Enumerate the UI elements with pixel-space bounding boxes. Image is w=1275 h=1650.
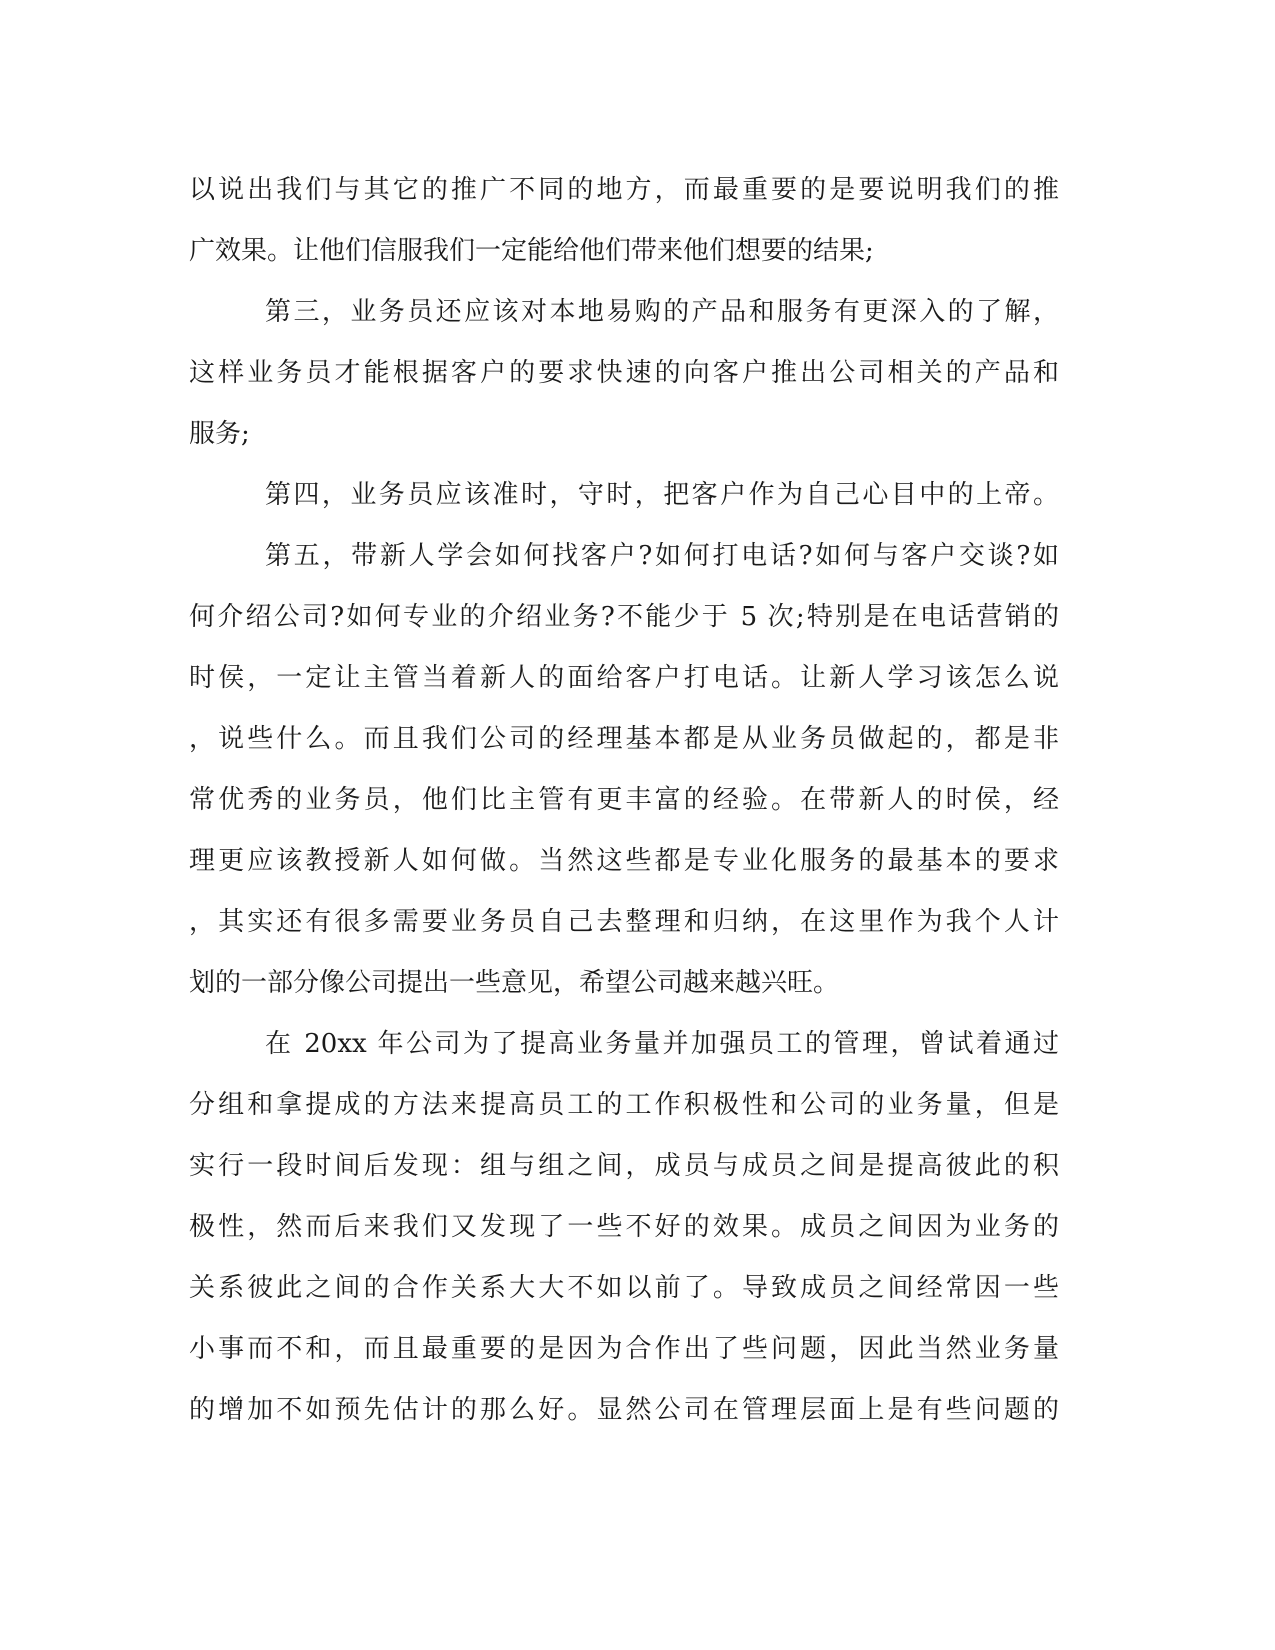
text-line: 关系彼此之间的合作关系大大不如以前了。导致成员之间经常因一些	[189, 1273, 1059, 1303]
text-line: 常优秀的业务员，他们比主管有更丰富的经验。在带新人的时侯，经	[189, 785, 1059, 815]
text-line: 时侯，一定让主管当着新人的面给客户打电话。让新人学习该怎么说	[189, 663, 1059, 693]
paragraph-start-line: 第五，带新人学会如何找客户?如何打电话?如何与客户交谈?如	[265, 541, 1059, 571]
text-line: ，说些什么。而且我们公司的经理基本都是从业务员做起的，都是非	[189, 724, 1059, 754]
text-line: 服务;	[189, 419, 250, 449]
text-line: 何介绍公司?如何专业的介绍业务?不能少于 5 次;特别是在电话营销的	[189, 602, 1059, 632]
paragraph-start-line: 第三，业务员还应该对本地易购的产品和服务有更深入的了解，	[265, 297, 1059, 327]
body-text	[189, 160, 1059, 1441]
text-line: 广效果。让他们信服我们一定能给他们带来他们想要的结果;	[189, 236, 874, 266]
text-line: ，其实还有很多需要业务员自己去整理和归纳，在这里作为我个人计	[189, 907, 1059, 937]
text-line: 这样业务员才能根据客户的要求快速的向客户推出公司相关的产品和	[189, 358, 1059, 388]
text-line: 以说出我们与其它的推广不同的地方，而最重要的是要说明我们的推	[189, 175, 1059, 205]
text-line: 极性，然而后来我们又发现了一些不好的效果。成员之间因为业务的	[189, 1212, 1059, 1242]
text-line: 分组和拿提成的方法来提高员工的工作积极性和公司的业务量，但是	[189, 1090, 1059, 1120]
text-line: 划的一部分像公司提出一些意见，希望公司越来越兴旺。	[189, 968, 840, 998]
paragraph-start-line: 在 20xx 年公司为了提高业务量并加强员工的管理，曾试着通过	[265, 1029, 1059, 1059]
text-line: 实行一段时间后发现：组与组之间，成员与成员之间是提高彼此的积	[189, 1151, 1059, 1181]
text-line: 的增加不如预先估计的那么好。显然公司在管理层面上是有些问题的	[189, 1395, 1059, 1425]
paragraph-start-line: 第四，业务员应该准时，守时，把客户作为自己心目中的上帝。	[265, 480, 1059, 510]
text-line: 小事而不和，而且最重要的是因为合作出了些问题，因此当然业务量	[189, 1334, 1059, 1364]
text-line: 理更应该教授新人如何做。当然这些都是专业化服务的最基本的要求	[189, 846, 1059, 876]
